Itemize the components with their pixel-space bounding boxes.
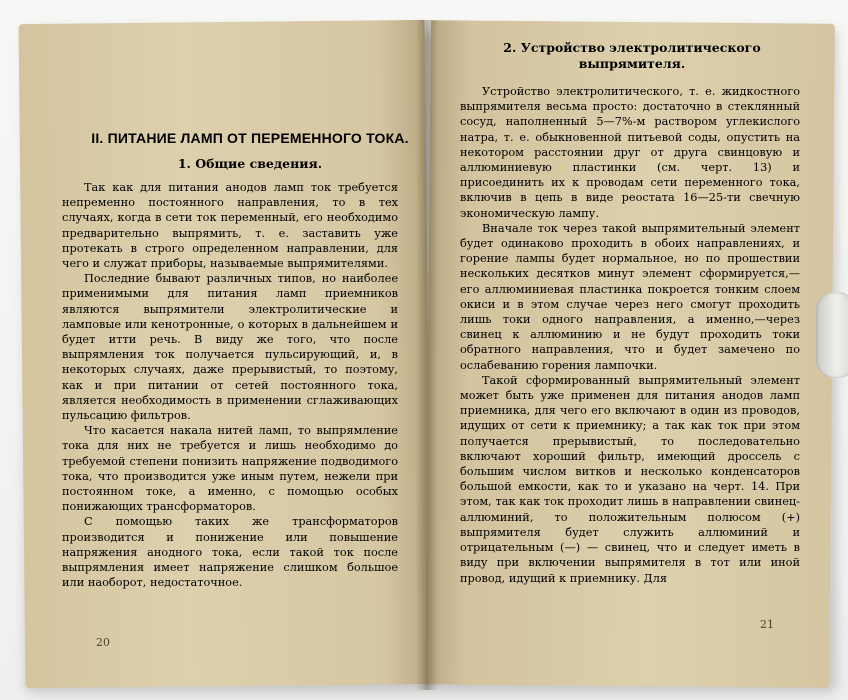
section-title-right-line1: 2. Устройство электролитического	[503, 40, 761, 55]
left-paragraph: Что касается накала нитей ламп, то выпрямление тока для них не требуется и лишь необходимо до требуемой степени понизить напряжение подводимого тока, что производится уже иным путем, нежели при постоянном токе, а именно, с помощью особых понижающих трансформаторов.	[62, 424, 398, 514]
section-title-left: 1. Общие сведения.	[177, 156, 323, 171]
right-paragraph: Вначале ток через такой выпрямительный элемент будет одинаково проходить в обоих направлениях, и горение лампы будет нормальное, но по прошествии нескольких десятков минут элемент сформируется,—его аллюминиевая пластинка покроется тонким слоем окиси и в этом случае через него смогут проходить лишь токи одного направления, а именно,—через свинец к аллюминию и не будут проходить токи обратного направления, что и будет замечено по ослабеванию горения лампочки.	[460, 221, 800, 372]
page-number-right: 21	[760, 618, 774, 631]
chapter-title: II. ПИТАНИЕ ЛАМП ОТ ПЕРЕМЕННОГО ТОКА.	[91, 130, 409, 146]
page-weight-cylinder	[816, 292, 848, 378]
page-number-left: 20	[96, 636, 110, 649]
right-page-body	[460, 84, 800, 586]
right-paragraph: Устройство электролитического, т. е. жидкостного выпрямителя весьма просто: достаточно в стеклянный сосуд, наполненный 5—7%-м раствором углекислого натра, т. е. обыкновенной питьевой соды, опустить на некотором расстоянии друг от друга свинцовую и аллюминиевую пластинки (см. черт. 13) и присоединить их к проводам сети переменного тока, включив в цепь в виде реостата 16—25-ти свечную экономическую лампу.	[460, 85, 800, 220]
book-gutter	[416, 20, 438, 690]
section-title-right-line2: выпрямителя.	[578, 56, 686, 71]
left-paragraph: Так как для питания анодов ламп ток требуется непременно постоянного направления, то в тех случаях, когда в сети ток переменный, его необходимо предварительно выпрямить, т. е. заставить уже протекать в строго определенном направлении, для чего и служат приборы, называемые выпрямителями.	[62, 181, 398, 271]
left-paragraph: С помощью таких же трансформаторов производится и понижение или повышение напряжения анодного тока, если такой ток после выпрямления имеет напряжение слишком большое или наоборот, недостаточное.	[62, 515, 398, 590]
right-paragraph: Такой сформированный выпрямительный элемент может быть уже применен для питания анодов ламп приемника, для чего его включают в один из проводов, идущих от сети к приемнику; а так как ток при этом получается прерывистый, то последовательно включают хороший фильтр, имеющий дроссель с большим числом витков и несколько конденсаторов большой емкости, как то и указано на черт. 14. При этом, так как ток проходит лишь в направлении свинец-аллюминий, то положительным полюсом (+) выпрямителя будет служить аллюминий и отрицательным (—) — свинец, что и следует иметь в виду при включении выпрямителя в тот или иной провод, идущий к приемнику. Для	[460, 373, 800, 585]
left-paragraph: Последние бывают различных типов, но наиболее применимыми для питания ламп приемников являются выпрямители электролитические и ламповые или кенотронные, о которых в дальнейшем и будет итти речь. В виду же того, что после выпрямления ток получается пульсирующий, и, в некоторых случаях, даже прерывистый, то поэтому, как и при питании от сетей постоянного тока, является необходимость в применении сглаживающих пульсацию фильтров.	[62, 272, 398, 423]
left-page-body	[62, 180, 398, 590]
section-title-right	[462, 40, 802, 72]
